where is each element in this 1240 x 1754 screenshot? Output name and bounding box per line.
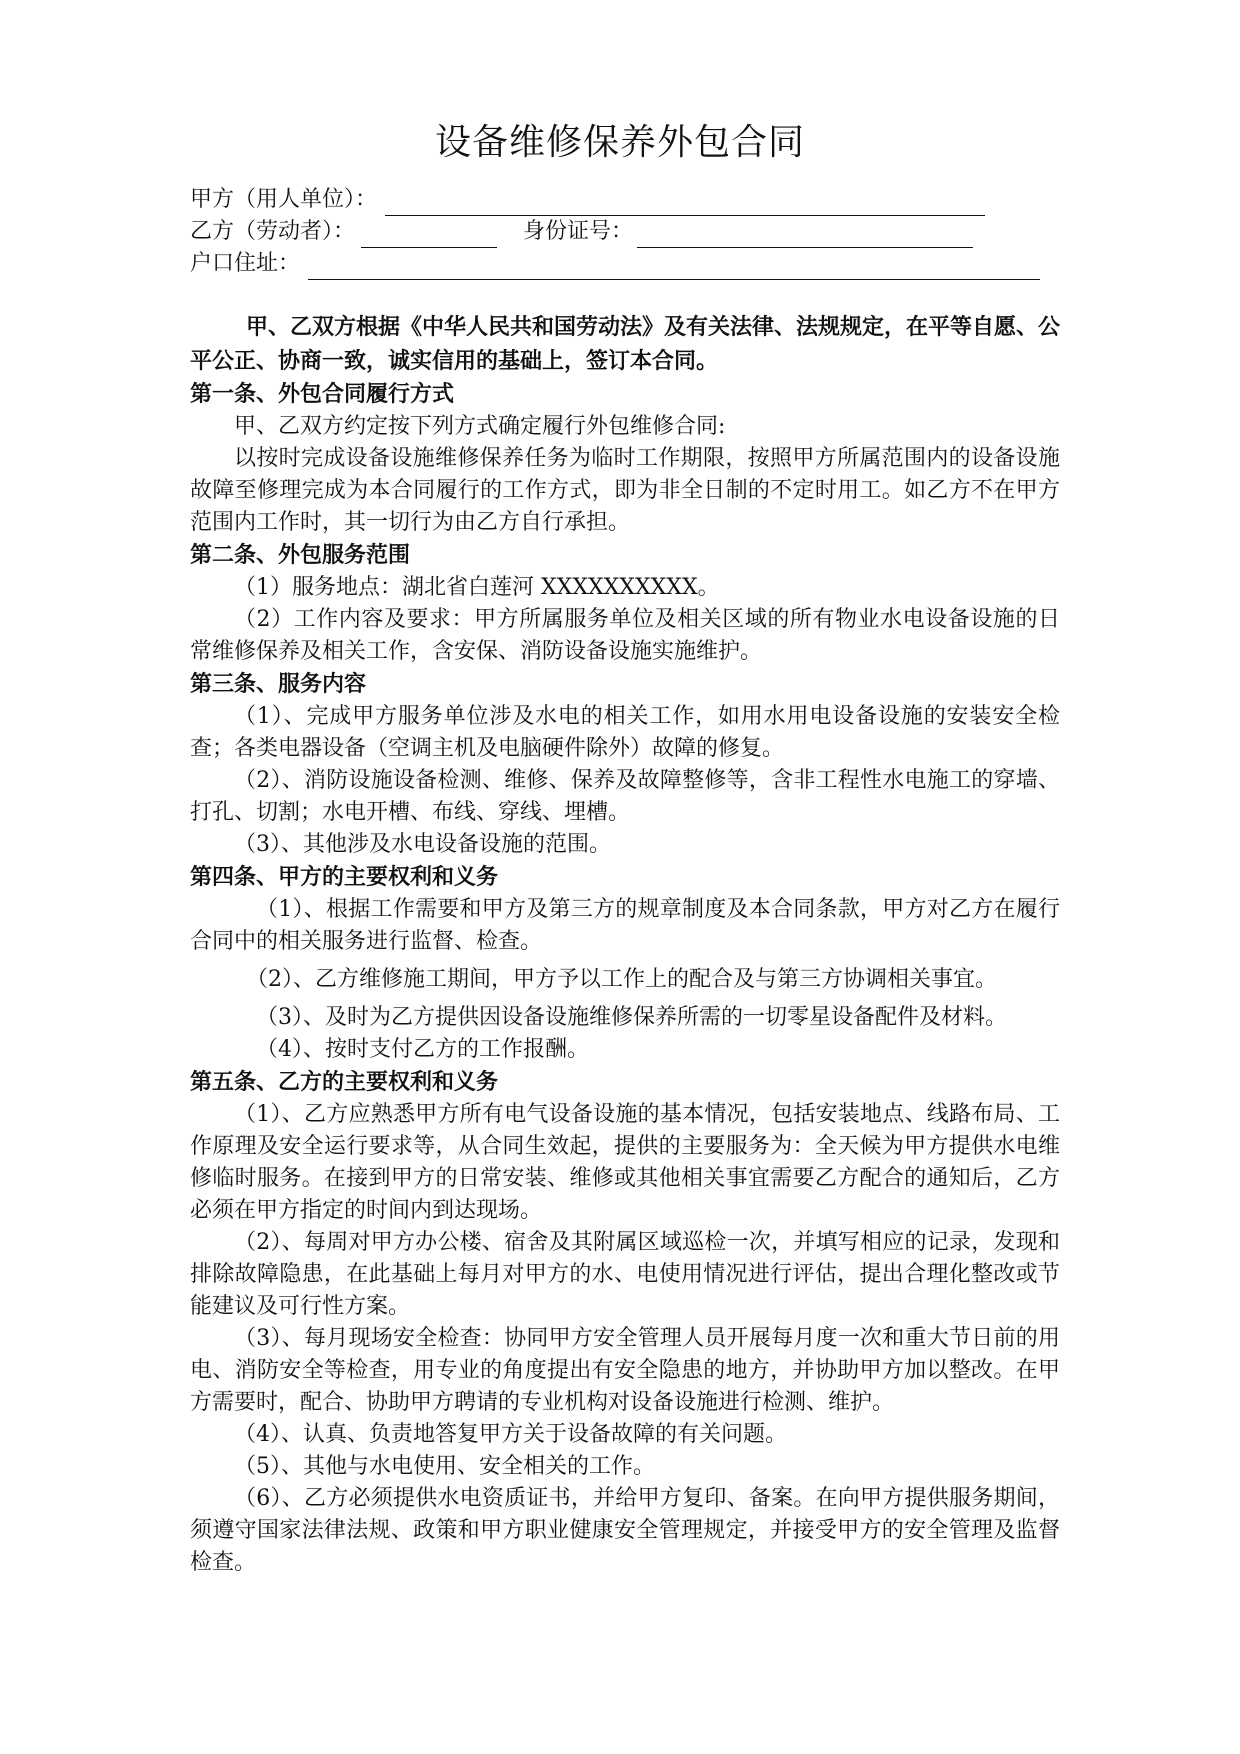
address-label: 户口住址：	[190, 251, 301, 276]
intro-paragraph: 甲、乙双方根据《中华人民共和国劳动法》及有关法律、法规规定，在平等自愿、公平公正、协商一致，诚实信用的基础上，签订本合同。	[190, 314, 1061, 374]
section-5-heading: 第五条、乙方的主要权利和义务	[190, 1069, 499, 1095]
party-b-blank[interactable]	[361, 221, 497, 248]
id-number-label: 身份证号：	[523, 219, 634, 244]
id-number-blank[interactable]	[637, 221, 973, 248]
section-2-heading: 第二条、外包服务范围	[190, 542, 411, 568]
section-4-paragraph: （2）、乙方维修施工期间，甲方予以工作上的配合及与第三方协调相关事宜。	[246, 967, 997, 992]
section-2-paragraph: （2）工作内容及要求：甲方所属服务单位及相关区域的所有物业水电设备设施的日常维修保养及相关工作，含安保、消防设备设施实施维护。	[190, 607, 1060, 664]
section-3-paragraph: （1）、完成甲方服务单位涉及水电的相关工作，如用水用电设备设施的安装安全检查；各类电器设备（空调主机及电脑硬件除外）故障的修复。	[190, 704, 1060, 761]
section-5-paragraph: （5）、其他与水电使用、安全相关的工作。	[234, 1454, 655, 1479]
section-4-paragraph: （4）、按时支付乙方的工作报酬。	[256, 1037, 589, 1062]
section-4-paragraph: （1）、根据工作需要和甲方及第三方的规章制度及本合同条款，甲方对乙方在履行合同中的相关服务进行监督、检查。	[190, 897, 1060, 954]
contract-body	[190, 310, 1060, 1579]
section-1-heading: 第一条、外包合同履行方式	[190, 381, 455, 407]
section-5-paragraph: （2）、每周对甲方办公楼、宿舍及其附属区域巡检一次，并填写相应的记录，发现和排除故障隐患，在此基础上每月对甲方的水、电使用情况进行评估，提出合理化整改或节能建议及可行性方案。	[190, 1230, 1060, 1319]
address-row	[190, 248, 1040, 280]
section-5-paragraph: （1）、乙方应熟悉甲方所有电气设备设施的基本情况，包括安装地点、线路布局、工作原理及安全运行要求等，从合同生效起，提供的主要服务为：全天候为甲方提供水电维修临时服务。在接到甲方的日常安装、维修或其他相关事宜需要乙方配合的通知后，乙方必须在甲方指定的时间内到达现场。	[190, 1102, 1060, 1223]
party-a-label: 甲方（用人单位）：	[190, 187, 378, 212]
section-3-paragraph: （2）、消防设施设备检测、维修、保养及故障整修等，含非工程性水电施工的穿墙、打孔、切割；水电开槽、布线、穿线、埋槽。	[190, 768, 1060, 825]
section-1-paragraph: 甲、乙双方约定按下列方式确定履行外包维修合同:	[234, 414, 726, 439]
party-a-blank[interactable]	[385, 189, 985, 216]
address-blank[interactable]	[308, 253, 1040, 280]
section-5-paragraph: （4）、认真、负责地答复甲方关于设备故障的有关问题。	[234, 1422, 787, 1447]
section-4-paragraph: （3）、及时为乙方提供因设备设施维修保养所需的一切零星设备配件及材料。	[256, 1005, 1007, 1030]
document-title: 设备维修保养外包合同	[434, 122, 805, 163]
party-b-row	[190, 216, 973, 248]
section-5-paragraph: （3）、每月现场安全检查：协同甲方安全管理人员开展每月度一次和重大节日前的用电、消防安全等检查，用专业的角度提出有安全隐患的地方，并协助甲方加以整改。在甲方需要时，配合、协助甲方聘请的专业机构对设备设施进行检测、维护。	[190, 1326, 1060, 1415]
party-b-label: 乙方（劳动者）：	[190, 219, 356, 244]
section-2-paragraph: （1）服务地点：湖北省白莲河 XXXXXXXXXX。	[234, 575, 720, 600]
party-a-row	[190, 184, 985, 216]
section-3-heading: 第三条、服务内容	[190, 671, 367, 697]
section-5-paragraph: （6）、乙方必须提供水电资质证书，并给甲方复印、备案。在向甲方提供服务期间，须遵守国家法律法规、政策和甲方职业健康安全管理规定，并接受甲方的安全管理及监督检查。	[190, 1486, 1060, 1575]
section-1-paragraph: 以按时完成设备设施维修保养任务为临时工作期限，按照甲方所属范围内的设备设施故障至修理完成为本合同履行的工作方式，即为非全日制的不定时用工。如乙方不在甲方范围内工作时，其一切行为由乙方自行承担。	[190, 446, 1060, 535]
section-3-paragraph: （3）、其他涉及水电设备设施的范围。	[234, 832, 611, 857]
section-4-heading: 第四条、甲方的主要权利和义务	[190, 864, 499, 890]
